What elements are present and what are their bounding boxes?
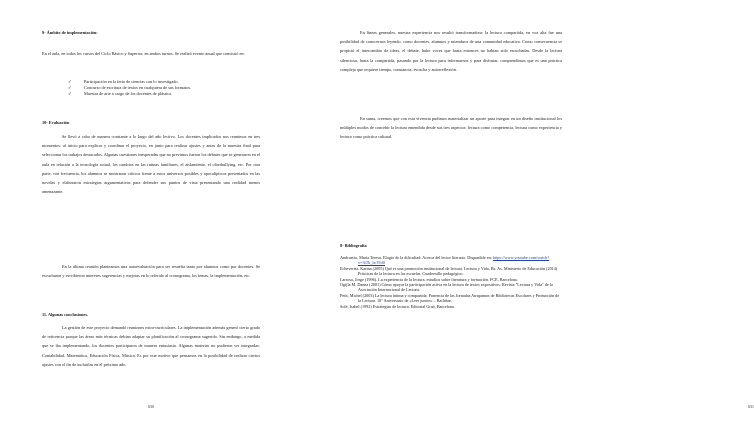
- bibliography-list: [340, 255, 562, 309]
- bibliography-entry-text: Petit, Michel (2003) La lectura íntima y compartida. Ponencia de las Jornadas Atrapamos de Bibliotecas Escolares y Promoción de la Lectura. 10° Aniversario de «Leer juntos» – Bailabar.: [340, 292, 560, 304]
- right-paragraph-1: En líneas generales, nuestra experiencia nos resultó transformadora: la lectura compartida, en voz alta fue una posibilidad de conocernos leyendo, como docentes, alumnos y miembros de una comunidad educativa. Como consecuencia se propició el intercambio de ideas, el debate, hubo voces que hasta entonces no habían sido escuchadas. Desde la lectura silenciosa, hasta la compartida, pasando por la lectura para informarnos y para disfrutar, comprendimos que es una práctica compleja que requiere tiempo, constancia, escucha y autorreflexión.: [340, 30, 562, 72]
- page-number: 630: [148, 404, 154, 409]
- evaluation-paragraph-2: En la última reunión planteamos una autoevaluación para ser resuelta tanto por alumnos como por docentes. Se escucharon y escribieron intereses sugerencias y mejoras en lo referido al cronograma, los temas, la implementación, etc.: [42, 264, 260, 279]
- left-page: [0, 0, 300, 424]
- bullet-item: ✓ Participación en la feria de ciencias con lo investigado.: [68, 79, 258, 85]
- page-number: 631: [748, 404, 754, 409]
- bibliography-entry-text: Solé, Isabel (1992) Estrategias de lectura. Editorial Graó, Barcelona.: [340, 303, 455, 309]
- evaluation-paragraph-1: Se llevó a cabo de manera constante a lo largo del año lectivo. Los docentes implicados nos reunimos en tres momentos: al inicio para explicar y coordinar el proyecto, en junio para realizar ajustes y antes de la muestra final para seleccionar los trabajos destacados. Algunas cuestiones inesperadas que no previmos fueron los debates que se generaron en el aula en relación a la tecnología actual, los cambios en las rutinas familiares, el aislamiento, el ciberbullying, etc. Por otra parte, con frecuencia, los alumnos se mostraron críticos frente a estos universos posibles y apocalípticos presentados en las novelas y elaboraron estrategias argumentativas para defender sus puntos de vista presentando una realidad menos amenazante.: [42, 134, 260, 195]
- bibliography-entry: [340, 255, 562, 266]
- bibliography-entry: [340, 266, 562, 277]
- right-page: [300, 0, 754, 424]
- bibliography-entry-text: Echeverría, Karina (2005) Qué es una promoción institucional de lectura. Lectura y Vida, Bs. As. Ministerio de Educación (2014) Prácticas de la lectura en las escuelas, Cuadernillo pedagógico.: [340, 265, 558, 277]
- bibliography-entry-text: Larrosa, Jorge (1996). La experiencia de la lectura, estudios sobre literatura y formación. FCE, Barcelona.: [340, 276, 518, 282]
- heading-section-10: 10- Evaluación: [42, 120, 70, 125]
- heading-section-11: 11. Algunas conclusiones.: [42, 312, 89, 317]
- bibliography-entry: [340, 304, 562, 309]
- bibliography-entry-text: Ogijla M. Danna (2001) Cómo apoyar la participación activa en la lectura de textos expositivos. Revista "Lectura y Vida" de la Asociación Internacional de Lectura.: [340, 282, 553, 293]
- heading-section-9: 9- Ámbito de implementación:: [42, 30, 98, 35]
- conclusions-paragraph: La gestión de este proyecto demandó reuniones extra-curriculares. La implementación además generó cierto grado de reticencia porque las áreas más técnicas debían adaptar su planificación al cronograma sugerido. Sin embargo, a medida que se iba implementando, los docentes participaron de manera entusiasta. Algunas materias no pudieron ser integradas: Contabilidad, Matemática, Educación Física, Música. Es por este motivo que pensamos en la posibilidad de realizar ciertos ajustes con el fin de incluirlas en el próximo año.: [42, 325, 260, 367]
- bibliography-entry: [340, 293, 562, 304]
- implementation-intro: En el aula, en todos los cursos del Ciclo Básico y Superior, en ambos turnos. Se realizó evento anual que consistió en:: [42, 51, 245, 56]
- bullet-item: ✓ Muestra de arte a cargo de los docentes de plástica.: [68, 91, 258, 97]
- bullet-item: ✓ Concurso de escritura de textos en cualquiera de sus formatos.: [68, 85, 258, 91]
- bibliography-link[interactable]: https://www.youtube.com/watch?v=3tTk_bcY6f0: [358, 255, 550, 266]
- implementation-bullet-list: [68, 79, 258, 98]
- bibliography-entry: [340, 282, 562, 293]
- heading-bibliography: 8- Bibliografía: [340, 243, 367, 248]
- right-paragraph-2: En suma, creemos que con esta vivencia pudimos materializar un aporte para integrar en un diseño institucional los múltiples modos de concebir la lectura entendida desde sus tres aspectos: lectura como competencia, lectura como experiencia y lectura como práctica cultural.: [340, 116, 562, 140]
- bibliography-entry-text: Andruetto, María Teresa. Elogio de la dificultad: Acerca del lector literario. Disponible en:: [340, 255, 492, 260]
